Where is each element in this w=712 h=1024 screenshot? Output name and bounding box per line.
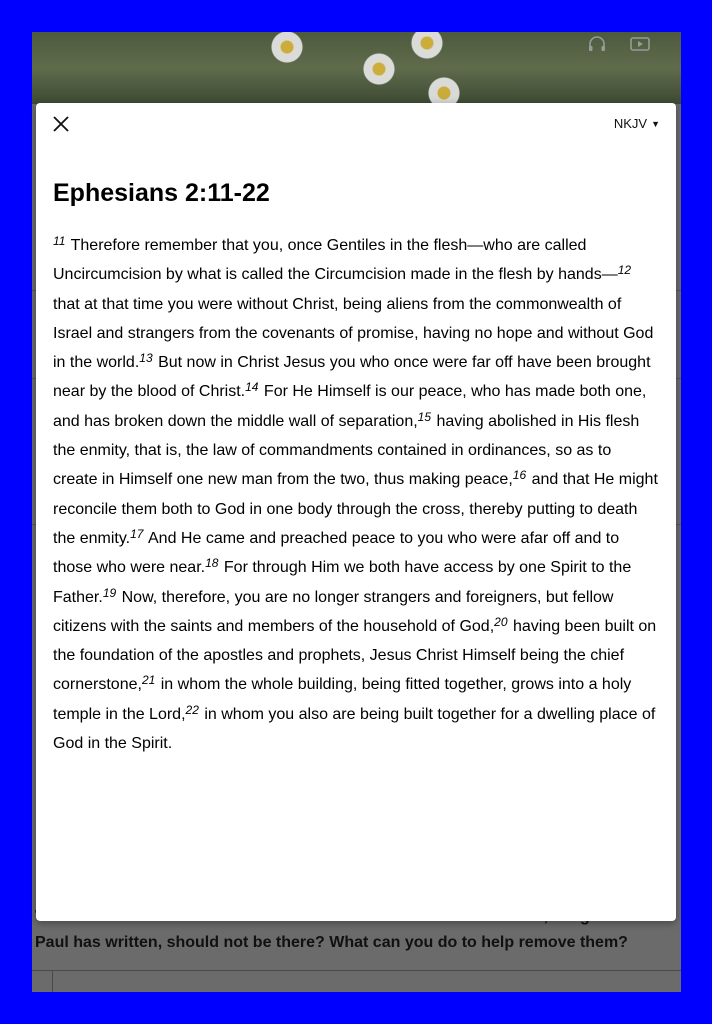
verse-number: 17 [130, 526, 144, 541]
verse-text: But now in Christ Jesus you who once were far off have been brought near by the blood of Christ. [53, 354, 651, 401]
verse-text: in whom you also are being built together for a dwelling place of God in the Spirit. [53, 705, 656, 753]
passage-modal [36, 103, 676, 921]
verse-number: 21 [141, 673, 156, 688]
headphones-icon[interactable] [588, 36, 606, 57]
verse-number: 11 [53, 234, 66, 248]
close-icon [50, 113, 72, 135]
verse-text: having abolished in His flesh the enmity, that is, the law of commandments contained in ordinances, so as to create in Himself one new man from the two, thus making peace, [53, 412, 640, 489]
bottom-toolbar [32, 970, 681, 992]
verse-text: And He came and preached peace to you who were afar off and to those who were near. [53, 529, 620, 577]
verse-text: For He Himself is our peace, who has made both one, and has broken down the middle wall of separation, [53, 383, 647, 430]
verse-number: 16 [512, 468, 527, 483]
version-select[interactable] [614, 116, 660, 131]
verse-number: 14 [245, 380, 259, 395]
verse-text: Therefore remember that you, once Gentiles in the flesh—who are called Uncircumcision by what is called the Circumcision made in the flesh by hands— [53, 237, 618, 284]
verse-text: having been built on the foundation of the apostles and prophets, Jesus Christ Himself being the chief cornerstone, [53, 617, 657, 694]
daisy-flower [410, 32, 444, 60]
close-button[interactable] [50, 113, 72, 135]
verse-number: 15 [417, 409, 432, 424]
verse-number: 18 [205, 556, 219, 571]
passage-text [53, 231, 659, 758]
daisy-flower [362, 52, 396, 86]
daisy-flower [270, 32, 304, 64]
verse-number: 20 [494, 614, 508, 629]
verse-text: Now, therefore, you are no longer strangers and foreigners, but fellow citizens with the saints and members of the household of God, [53, 588, 614, 635]
passage-title: Ephesians 2:11-22 [53, 179, 270, 207]
verse-text: that at that time you were without Christ, being aliens from the commonwealth of Israel and strangers from the covenants of promise, having no hope and without God in the world. [53, 295, 654, 372]
caret-down-icon: ▼ [651, 118, 660, 129]
verse-number: 13 [139, 351, 153, 366]
background-question: Paul has written, should not be there? What can you do to help remove them? [35, 934, 628, 951]
toolbar-divider [52, 971, 53, 992]
version-label: NKJV [613, 116, 648, 131]
verse-number: 12 [617, 263, 632, 278]
verse-text: and that He might reconcile them both to God in one body through the cross, thereby putting to death the enmity. [53, 471, 658, 547]
verse-number: 19 [102, 585, 117, 600]
verse-number: 22 [185, 702, 199, 717]
verse-text: in whom the whole building, being fitted together, grows into a holy temple in the Lord, [53, 676, 632, 723]
hero-image [32, 32, 681, 104]
video-icon[interactable] [630, 36, 650, 57]
verse-text: For through Him we both have access by one Spirit to the Father. [53, 559, 632, 606]
